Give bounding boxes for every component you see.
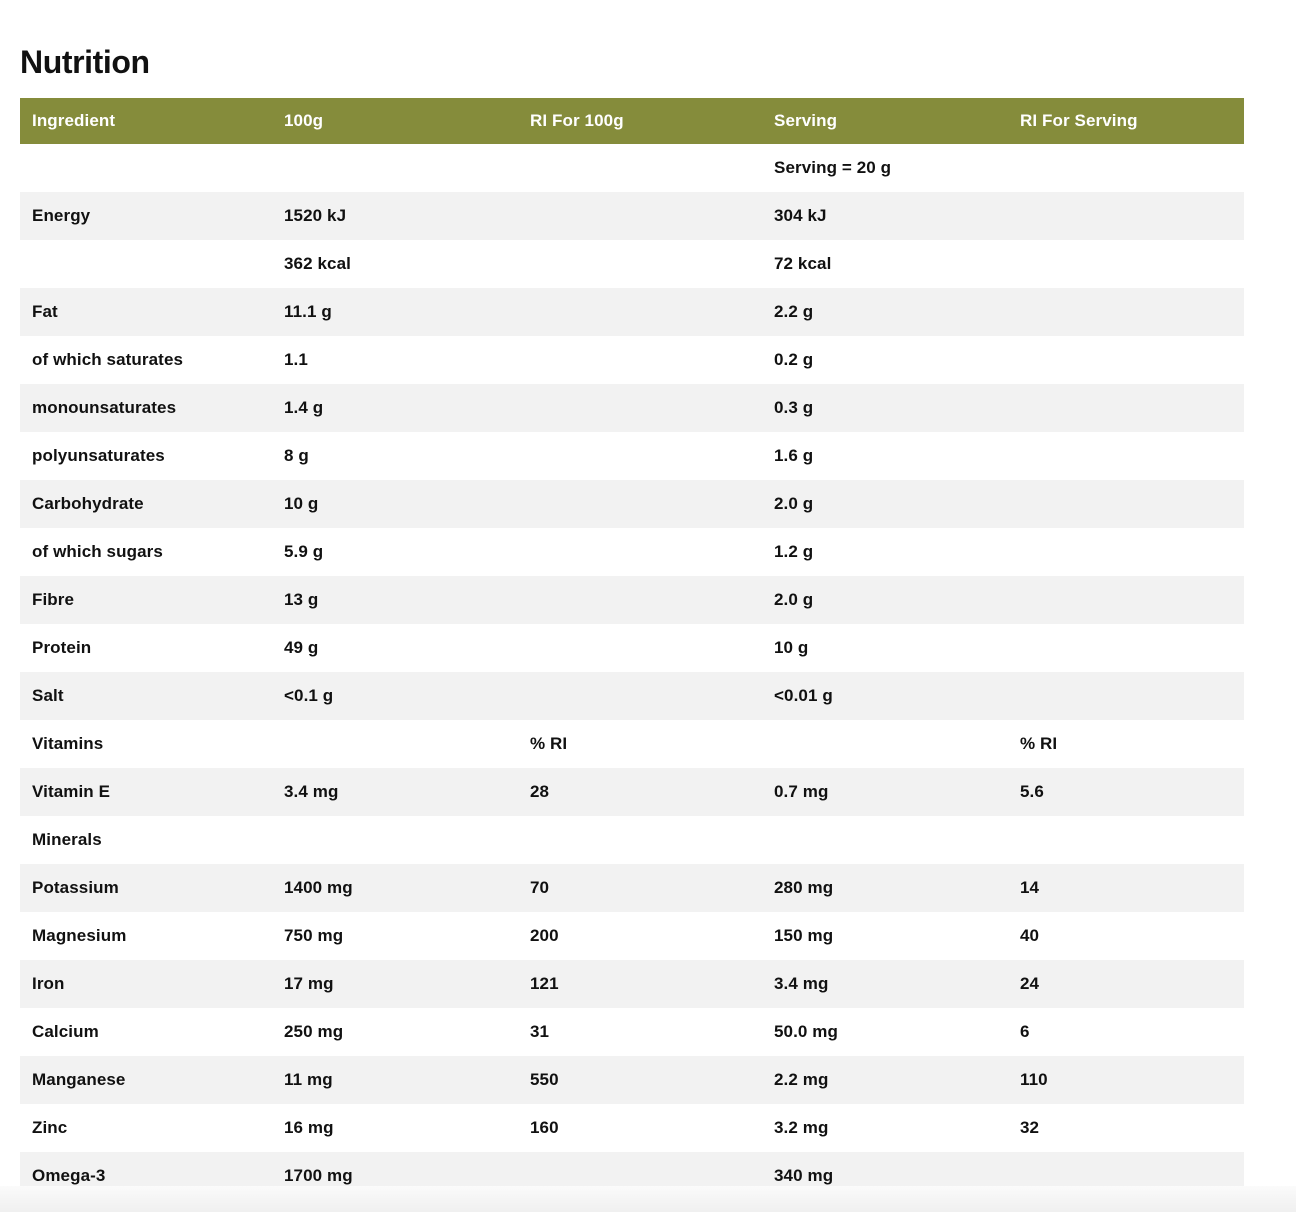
cell-100g: 1520 kJ xyxy=(272,192,518,240)
column-header-ri-for-serving: RI For Serving xyxy=(1008,98,1244,144)
column-header-100g: 100g xyxy=(272,98,518,144)
cell-serving: 2.0 g xyxy=(762,480,1008,528)
table-row xyxy=(20,288,1244,336)
cell-serving: 2.2 g xyxy=(762,288,1008,336)
cell-serving xyxy=(762,720,1008,768)
nutrition-table-container xyxy=(20,98,1244,1200)
cell-ingredient: polyunsaturates xyxy=(20,432,272,480)
cell-ingredient: Calcium xyxy=(20,1008,272,1056)
cell-ingredient: Fibre xyxy=(20,576,272,624)
table-row xyxy=(20,912,1244,960)
cell-ri-100g xyxy=(518,816,762,864)
cell-ri-100g xyxy=(518,144,762,192)
cell-ri-serving xyxy=(1008,672,1244,720)
column-header-ri-for-100g: RI For 100g xyxy=(518,98,762,144)
cell-serving: 0.2 g xyxy=(762,336,1008,384)
cell-100g: 3.4 mg xyxy=(272,768,518,816)
cell-ri-100g: % RI xyxy=(518,720,762,768)
cell-100g: 11.1 g xyxy=(272,288,518,336)
cell-serving xyxy=(762,816,1008,864)
cell-serving: 280 mg xyxy=(762,864,1008,912)
table-body xyxy=(20,144,1244,1200)
cell-ingredient: Vitamins xyxy=(20,720,272,768)
cell-ri-100g xyxy=(518,192,762,240)
cell-100g: 1400 mg xyxy=(272,864,518,912)
table-row xyxy=(20,720,1244,768)
cell-ri-serving xyxy=(1008,384,1244,432)
cell-ri-serving xyxy=(1008,528,1244,576)
cell-ri-100g: 31 xyxy=(518,1008,762,1056)
cell-100g: 750 mg xyxy=(272,912,518,960)
table-row xyxy=(20,576,1244,624)
cell-ingredient: Manganese xyxy=(20,1056,272,1104)
cell-ri-serving xyxy=(1008,624,1244,672)
table-row xyxy=(20,816,1244,864)
cell-ingredient xyxy=(20,240,272,288)
cell-100g xyxy=(272,816,518,864)
cell-serving: 0.3 g xyxy=(762,384,1008,432)
cell-ingredient: Fat xyxy=(20,288,272,336)
cell-100g: <0.1 g xyxy=(272,672,518,720)
table-row xyxy=(20,672,1244,720)
table-row xyxy=(20,1104,1244,1152)
cell-100g: 362 kcal xyxy=(272,240,518,288)
cell-ri-serving xyxy=(1008,144,1244,192)
cell-ingredient: of which sugars xyxy=(20,528,272,576)
cell-ri-100g: 28 xyxy=(518,768,762,816)
cell-serving: <0.01 g xyxy=(762,672,1008,720)
cell-ri-100g: 550 xyxy=(518,1056,762,1104)
cell-ri-100g xyxy=(518,528,762,576)
cell-ingredient: Minerals xyxy=(20,816,272,864)
cell-serving: 1.6 g xyxy=(762,432,1008,480)
cell-ingredient: Protein xyxy=(20,624,272,672)
table-header xyxy=(20,98,1244,144)
cell-serving: 1.2 g xyxy=(762,528,1008,576)
cell-ri-100g xyxy=(518,384,762,432)
cell-ingredient: of which saturates xyxy=(20,336,272,384)
cell-100g: 8 g xyxy=(272,432,518,480)
table-row xyxy=(20,960,1244,1008)
cell-serving: 72 kcal xyxy=(762,240,1008,288)
cell-serving: 50.0 mg xyxy=(762,1008,1008,1056)
cell-ingredient: Iron xyxy=(20,960,272,1008)
cell-ingredient: Potassium xyxy=(20,864,272,912)
cell-ri-serving: 5.6 xyxy=(1008,768,1244,816)
cell-ri-serving xyxy=(1008,816,1244,864)
cell-ri-serving: 110 xyxy=(1008,1056,1244,1104)
cell-ingredient: Zinc xyxy=(20,1104,272,1152)
table-row xyxy=(20,432,1244,480)
cell-ingredient: Salt xyxy=(20,672,272,720)
column-header-serving: Serving xyxy=(762,98,1008,144)
cell-ri-serving xyxy=(1008,192,1244,240)
cell-ri-serving: % RI xyxy=(1008,720,1244,768)
cell-ri-serving: 24 xyxy=(1008,960,1244,1008)
column-header-ingredient: Ingredient xyxy=(20,98,272,144)
table-row xyxy=(20,336,1244,384)
table-row xyxy=(20,624,1244,672)
page-title: Nutrition xyxy=(20,44,150,81)
table-row xyxy=(20,768,1244,816)
cell-ri-serving: 40 xyxy=(1008,912,1244,960)
cell-ingredient: Carbohydrate xyxy=(20,480,272,528)
cell-serving: 304 kJ xyxy=(762,192,1008,240)
cell-ri-100g xyxy=(518,240,762,288)
cell-ri-100g: 121 xyxy=(518,960,762,1008)
cell-100g: 16 mg xyxy=(272,1104,518,1152)
cell-ri-100g: 200 xyxy=(518,912,762,960)
cell-serving: 2.2 mg xyxy=(762,1056,1008,1104)
cell-serving: 150 mg xyxy=(762,912,1008,960)
table-header-row xyxy=(20,98,1244,144)
cell-100g: 49 g xyxy=(272,624,518,672)
cell-ri-serving: 14 xyxy=(1008,864,1244,912)
cell-100g: 11 mg xyxy=(272,1056,518,1104)
table-row xyxy=(20,144,1244,192)
cell-100g: 1700 mg xyxy=(272,1152,518,1200)
table-row xyxy=(20,384,1244,432)
bottom-section-divider xyxy=(0,1186,1296,1212)
cell-100g: 250 mg xyxy=(272,1008,518,1056)
cell-ingredient: Omega-3 xyxy=(20,1152,272,1200)
cell-ri-100g xyxy=(518,336,762,384)
cell-ingredient: Vitamin E xyxy=(20,768,272,816)
cell-100g: 13 g xyxy=(272,576,518,624)
cell-ri-100g xyxy=(518,432,762,480)
cell-100g: 17 mg xyxy=(272,960,518,1008)
cell-ri-serving: 32 xyxy=(1008,1104,1244,1152)
cell-ri-100g xyxy=(518,672,762,720)
cell-serving: 3.2 mg xyxy=(762,1104,1008,1152)
table-row xyxy=(20,480,1244,528)
cell-100g: 10 g xyxy=(272,480,518,528)
cell-ri-100g: 160 xyxy=(518,1104,762,1152)
table-row xyxy=(20,240,1244,288)
cell-100g xyxy=(272,720,518,768)
cell-serving: Serving = 20 g xyxy=(762,144,1008,192)
cell-serving: 340 mg xyxy=(762,1152,1008,1200)
cell-100g xyxy=(272,144,518,192)
cell-serving: 2.0 g xyxy=(762,576,1008,624)
nutrition-table xyxy=(20,98,1244,1200)
cell-100g: 1.4 g xyxy=(272,384,518,432)
table-row xyxy=(20,528,1244,576)
cell-serving: 0.7 mg xyxy=(762,768,1008,816)
cell-ri-serving xyxy=(1008,288,1244,336)
table-row xyxy=(20,864,1244,912)
cell-ingredient xyxy=(20,144,272,192)
cell-ri-serving: 6 xyxy=(1008,1008,1244,1056)
cell-ri-100g: 70 xyxy=(518,864,762,912)
cell-ri-serving xyxy=(1008,336,1244,384)
cell-ri-serving xyxy=(1008,576,1244,624)
cell-ingredient: Energy xyxy=(20,192,272,240)
cell-100g: 1.1 xyxy=(272,336,518,384)
cell-ri-serving xyxy=(1008,432,1244,480)
cell-100g: 5.9 g xyxy=(272,528,518,576)
cell-ri-100g xyxy=(518,624,762,672)
table-row xyxy=(20,1008,1244,1056)
cell-serving: 3.4 mg xyxy=(762,960,1008,1008)
table-row xyxy=(20,192,1244,240)
table-row xyxy=(20,1056,1244,1104)
cell-ri-100g xyxy=(518,288,762,336)
cell-ri-100g xyxy=(518,480,762,528)
cell-ri-serving xyxy=(1008,240,1244,288)
cell-serving: 10 g xyxy=(762,624,1008,672)
cell-ingredient: monounsaturates xyxy=(20,384,272,432)
cell-ingredient: Magnesium xyxy=(20,912,272,960)
cell-ri-serving xyxy=(1008,480,1244,528)
cell-ri-100g xyxy=(518,576,762,624)
